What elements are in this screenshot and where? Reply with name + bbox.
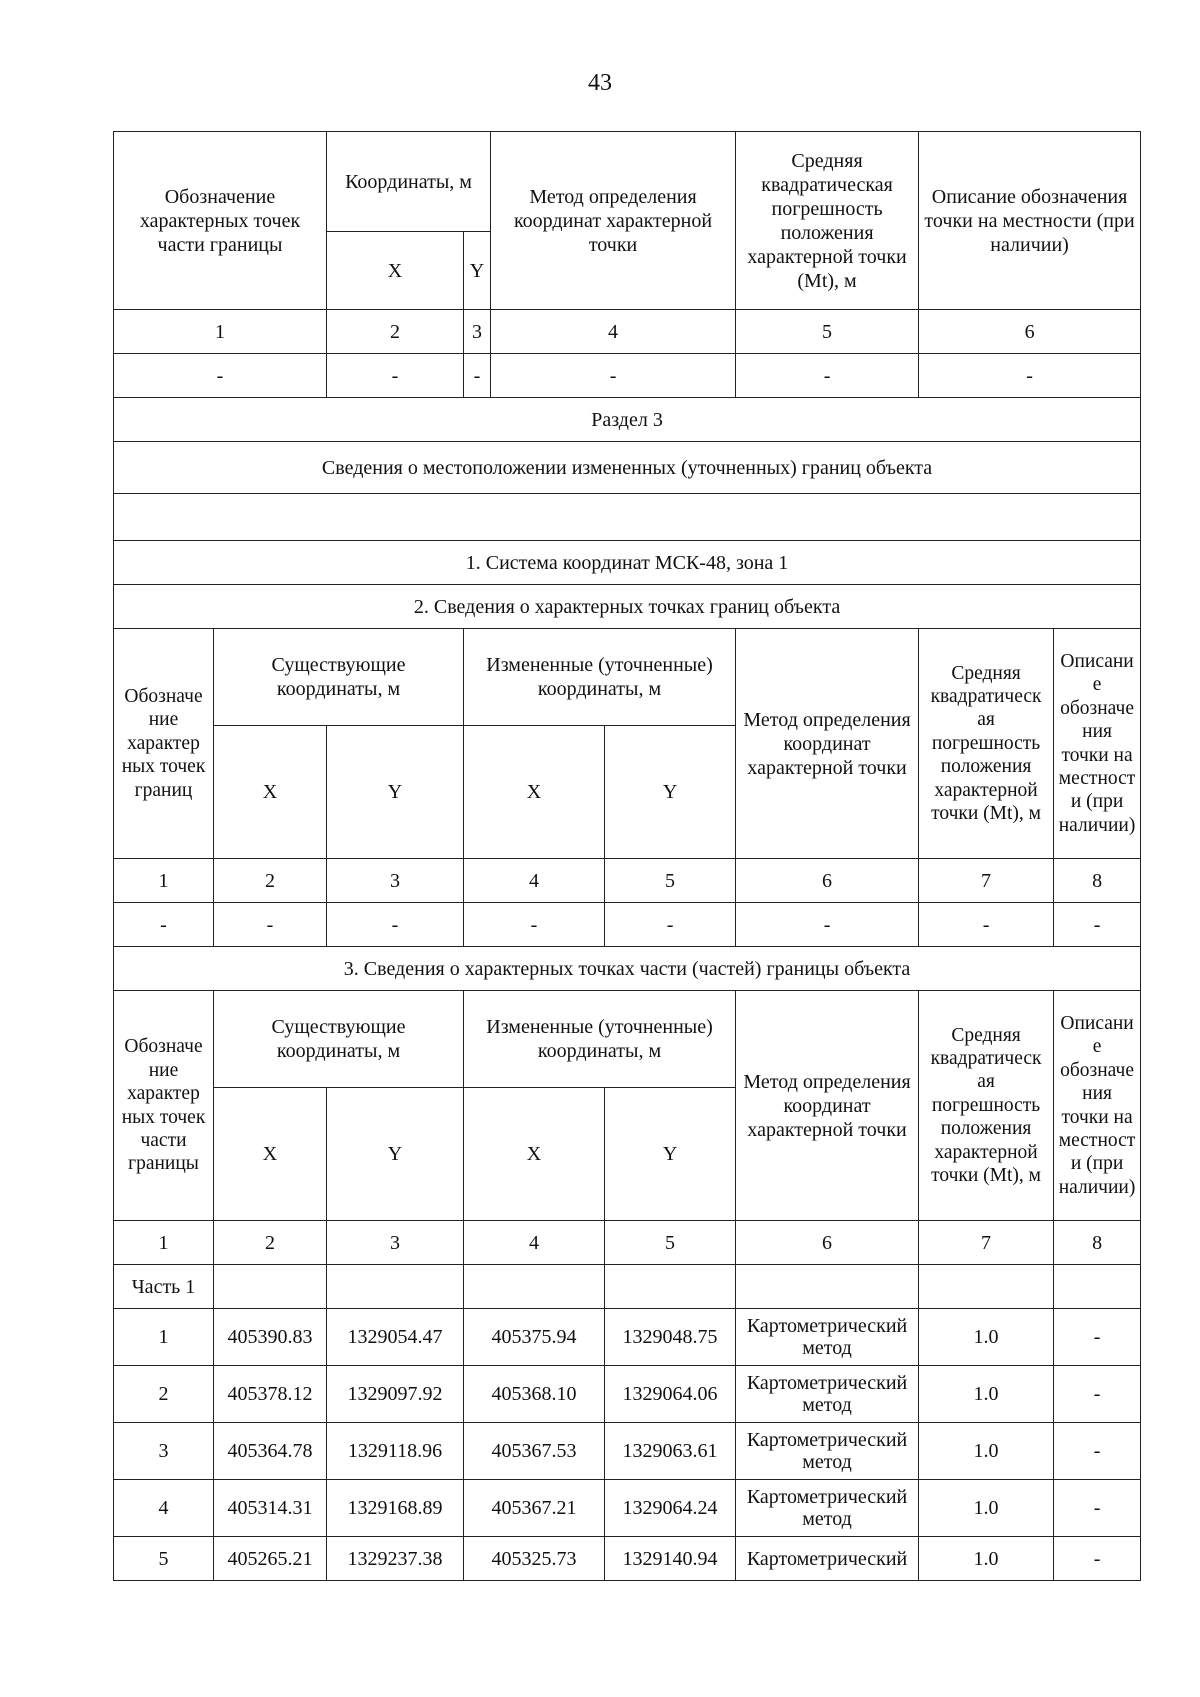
block3-header-designation: Обозначе ние характер ных точек части границы	[114, 991, 214, 1221]
top-number-cell: 3	[464, 310, 491, 354]
method-cell: Картометрический метод	[736, 1309, 919, 1366]
block3-header-changed-y: Y	[605, 1088, 736, 1221]
top-number-cell: 1	[114, 310, 327, 354]
method-cell: Картометрический метод	[736, 1423, 919, 1480]
block3-title: 3. Сведения о характерных точках части (частей) границы объекта	[114, 947, 1141, 991]
block2-empty-cell: -	[327, 903, 464, 947]
top-header-method: Метод определения координат характерной точки	[491, 132, 736, 310]
block2-number-cell: 1	[114, 859, 214, 903]
block2-header-method: Метод определения координат характерной точки	[736, 629, 919, 859]
description-cell: -	[1054, 1366, 1141, 1423]
boundary-table	[113, 131, 1141, 1581]
table-row	[114, 1423, 1141, 1480]
block3-number-cell: 3	[327, 1221, 464, 1265]
table-row	[114, 1366, 1141, 1423]
top-empty-cell: -	[464, 354, 491, 398]
part-empty-cell	[327, 1265, 464, 1309]
changed-y: 1329064.06	[605, 1366, 736, 1423]
existing-y: 1329097.92	[327, 1366, 464, 1423]
description-cell: -	[1054, 1480, 1141, 1537]
existing-y: 1329168.89	[327, 1480, 464, 1537]
top-header-designation: Обозначение характерных точек части границы	[114, 132, 327, 310]
block2-number-cell: 7	[919, 859, 1054, 903]
block3-number-cell: 7	[919, 1221, 1054, 1265]
changed-y: 1329048.75	[605, 1309, 736, 1366]
part-empty-cell	[605, 1265, 736, 1309]
mt-cell: 1.0	[919, 1366, 1054, 1423]
top-number-cell: 5	[736, 310, 919, 354]
block2-header-existing-y: Y	[327, 726, 464, 859]
mt-cell: 1.0	[919, 1480, 1054, 1537]
block2-empty-cell: -	[214, 903, 327, 947]
part-empty-cell	[919, 1265, 1054, 1309]
point-number: 1	[114, 1309, 214, 1366]
page-number: 43	[588, 70, 612, 96]
description-cell: -	[1054, 1537, 1141, 1581]
section-title: Раздел 3	[114, 398, 1141, 442]
top-empty-cell: -	[491, 354, 736, 398]
part-empty-cell	[1054, 1265, 1141, 1309]
existing-x: 405314.31	[214, 1480, 327, 1537]
block2-number-cell: 5	[605, 859, 736, 903]
top-header-x: X	[327, 232, 464, 310]
changed-x: 405367.21	[464, 1480, 605, 1537]
block3-header-changed-x: X	[464, 1088, 605, 1221]
block2-number-cell: 6	[736, 859, 919, 903]
changed-x: 405375.94	[464, 1309, 605, 1366]
top-number-cell: 4	[491, 310, 736, 354]
top-header-description: Описание обозначения точки на местности (при наличии)	[919, 132, 1141, 310]
changed-x: 405368.10	[464, 1366, 605, 1423]
mt-cell: 1.0	[919, 1309, 1054, 1366]
existing-y: 1329237.38	[327, 1537, 464, 1581]
table-row	[114, 1309, 1141, 1366]
top-empty-cell: -	[327, 354, 464, 398]
part-empty-cell	[736, 1265, 919, 1309]
top-empty-cell: -	[919, 354, 1141, 398]
block2-empty-cell: -	[464, 903, 605, 947]
mt-cell: 1.0	[919, 1423, 1054, 1480]
existing-x: 405265.21	[214, 1537, 327, 1581]
block3-number-cell: 4	[464, 1221, 605, 1265]
block3-number-cell: 5	[605, 1221, 736, 1265]
block3-header-error: Средняя квадратическ ая погрешность положения характерной точки (Mt), м	[919, 991, 1054, 1221]
section-subtitle: Сведения о местоположении измененных (уточненных) границ объекта	[114, 442, 1141, 494]
point-number: 3	[114, 1423, 214, 1480]
block2-empty-cell: -	[736, 903, 919, 947]
block2-empty-cell: -	[919, 903, 1054, 947]
block3-header-existing-x: X	[214, 1088, 327, 1221]
coord-system-label: 1. Система координат МСК-48, зона 1	[114, 541, 1141, 585]
block2-header-description: Описани е обозначе ния точки на местност и (при наличии)	[1054, 629, 1141, 859]
point-number: 5	[114, 1537, 214, 1581]
block2-number-cell: 3	[327, 859, 464, 903]
block3-number-cell: 2	[214, 1221, 327, 1265]
block3-number-cell: 8	[1054, 1221, 1141, 1265]
existing-x: 405378.12	[214, 1366, 327, 1423]
block3-header-existing: Существующие координаты, м	[214, 991, 464, 1088]
description-cell: -	[1054, 1423, 1141, 1480]
block2-empty-cell: -	[1054, 903, 1141, 947]
point-number: 2	[114, 1366, 214, 1423]
block3-header-method: Метод определения координат характерной точки	[736, 991, 919, 1221]
table-row	[114, 1480, 1141, 1537]
block2-header-error: Средняя квадратическ ая погрешность положения характерной точки (Mt), м	[919, 629, 1054, 859]
block2-number-cell: 2	[214, 859, 327, 903]
existing-x: 405364.78	[214, 1423, 327, 1480]
part-label: Часть 1	[114, 1265, 214, 1309]
method-cell: Картометрический метод	[736, 1480, 919, 1537]
changed-y: 1329064.24	[605, 1480, 736, 1537]
block3-header-changed: Измененные (уточненные) координаты, м	[464, 991, 736, 1088]
top-header-y: Y	[464, 232, 491, 310]
block2-number-cell: 4	[464, 859, 605, 903]
block2-header-existing-x: X	[214, 726, 327, 859]
block3-number-cell: 6	[736, 1221, 919, 1265]
top-header-error: Средняя квадратическая погрешность положения характерной точки (Mt), м	[736, 132, 919, 310]
method-cell: Картометрический	[736, 1537, 919, 1581]
top-number-cell: 2	[327, 310, 464, 354]
mt-cell: 1.0	[919, 1537, 1054, 1581]
existing-y: 1329118.96	[327, 1423, 464, 1480]
table-row	[114, 1537, 1141, 1581]
block2-header-changed-x: X	[464, 726, 605, 859]
changed-x: 405367.53	[464, 1423, 605, 1480]
description-cell: -	[1054, 1309, 1141, 1366]
block2-empty-cell: -	[605, 903, 736, 947]
block3-header-existing-y: Y	[327, 1088, 464, 1221]
part-empty-cell	[464, 1265, 605, 1309]
top-empty-cell: -	[114, 354, 327, 398]
block2-empty-cell: -	[114, 903, 214, 947]
block2-number-cell: 8	[1054, 859, 1141, 903]
changed-y: 1329063.61	[605, 1423, 736, 1480]
changed-x: 405325.73	[464, 1537, 605, 1581]
block3-number-cell: 1	[114, 1221, 214, 1265]
existing-x: 405390.83	[214, 1309, 327, 1366]
method-cell: Картометрический метод	[736, 1366, 919, 1423]
top-header-coords: Координаты, м	[327, 132, 491, 232]
existing-y: 1329054.47	[327, 1309, 464, 1366]
top-empty-cell: -	[736, 354, 919, 398]
top-number-cell: 6	[919, 310, 1141, 354]
block2-header-designation: Обозначе ние характер ных точек границ	[114, 629, 214, 859]
block2-header-changed: Измененные (уточненные) координаты, м	[464, 629, 736, 726]
point-number: 4	[114, 1480, 214, 1537]
block3-header-description: Описани е обозначе ния точки на местност и (при наличии)	[1054, 991, 1141, 1221]
block2-title: 2. Сведения о характерных точках границ объекта	[114, 585, 1141, 629]
block2-header-changed-y: Y	[605, 726, 736, 859]
blank-row	[114, 494, 1141, 541]
changed-y: 1329140.94	[605, 1537, 736, 1581]
block2-header-existing: Существующие координаты, м	[214, 629, 464, 726]
part-empty-cell	[214, 1265, 327, 1309]
